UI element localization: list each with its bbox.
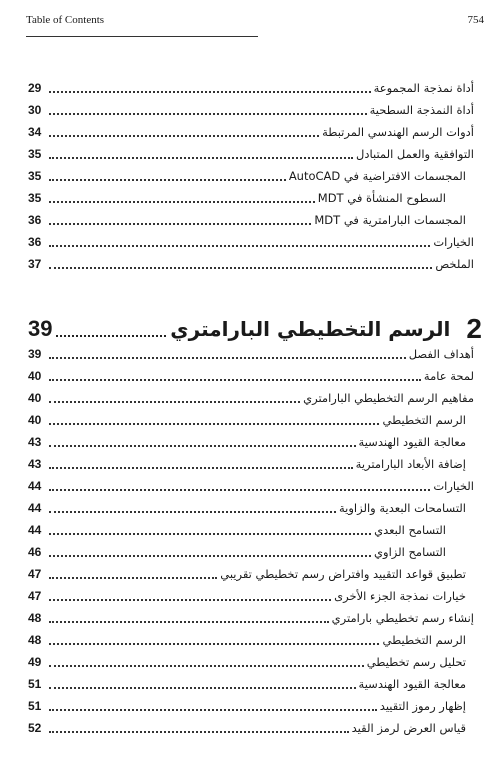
chapter-number: 2 xyxy=(466,313,482,344)
dot-leader xyxy=(49,378,421,381)
dot-leader xyxy=(49,112,367,115)
dot-leader xyxy=(49,134,319,137)
toc-entry-title: السطوح المنشأة في MDT xyxy=(317,191,446,205)
toc-entry-page: 44 xyxy=(28,523,42,537)
toc-entry[interactable] xyxy=(28,520,474,540)
toc-entry[interactable] xyxy=(28,344,474,364)
toc-entry-page: 47 xyxy=(28,567,42,581)
chapter-page: 39 xyxy=(28,316,53,341)
toc-entry-title: أهداف الفصل xyxy=(408,347,474,361)
toc-entry-page: 34 xyxy=(28,125,42,139)
toc-entry-page: 35 xyxy=(28,147,42,161)
toc-entry-page: 44 xyxy=(28,501,42,515)
toc-entry-title: لمحة عامة xyxy=(423,369,474,383)
toc-entry[interactable] xyxy=(28,410,474,430)
dot-leader xyxy=(49,356,406,359)
dot-leader xyxy=(49,200,315,203)
toc-entry-page: 35 xyxy=(28,169,42,183)
toc-entry[interactable] xyxy=(28,232,474,252)
toc-entry-page: 39 xyxy=(28,347,42,361)
dot-leader xyxy=(49,156,353,159)
dot-leader xyxy=(49,400,300,403)
toc-entry-title: المجسمات الافتراضية في AutoCAD xyxy=(288,169,466,183)
toc-entry[interactable] xyxy=(28,630,474,650)
dot-leader xyxy=(49,686,356,689)
toc-entry-title: أداة النمذجة السطحية xyxy=(369,103,474,117)
toc-entry[interactable] xyxy=(28,652,474,672)
toc-entry-title: التسامح الزاوي xyxy=(374,545,446,559)
toc-entry[interactable] xyxy=(28,166,474,186)
dot-leader xyxy=(49,266,432,269)
toc-entry[interactable] xyxy=(28,454,474,474)
toc-entry-title: معالجة القيود الهندسية xyxy=(358,677,466,691)
toc-entry-title: التسامح البعدي xyxy=(374,523,446,537)
dot-leader xyxy=(49,730,349,733)
toc-entry-page: 40 xyxy=(28,391,42,405)
dot-leader xyxy=(49,488,430,491)
toc-entry-title: تحليل رسم تخطيطي xyxy=(366,655,466,669)
dot-leader xyxy=(49,620,329,623)
dot-leader xyxy=(49,422,379,425)
toc-entry-title: أداة نمذجة المجموعة xyxy=(373,81,474,95)
toc-entry-page: 51 xyxy=(28,699,42,713)
toc-entry[interactable] xyxy=(28,674,474,694)
toc-entry-page: 29 xyxy=(28,81,42,95)
toc-entry-title: الخيارات xyxy=(433,235,474,249)
dot-leader xyxy=(49,90,371,93)
toc-entry[interactable] xyxy=(28,254,474,274)
chapter-heading[interactable] xyxy=(28,312,482,346)
dot-leader xyxy=(49,244,430,247)
toc-entry-page: 48 xyxy=(28,633,42,647)
toc-entry-title: المجسمات البارامترية في MDT xyxy=(314,213,466,227)
dot-leader xyxy=(56,334,166,337)
toc-entry-page: 52 xyxy=(28,721,42,735)
toc-entry[interactable] xyxy=(28,564,474,584)
toc-entry-title: إنشاء رسم تخطيطي بارامتري xyxy=(331,611,474,625)
toc-entry-title: معالجة القيود الهندسية xyxy=(358,435,466,449)
dot-leader xyxy=(49,576,217,579)
toc-entry[interactable] xyxy=(28,718,474,738)
toc-entry[interactable] xyxy=(28,542,474,562)
toc-entry-title: الخيارات xyxy=(433,479,474,493)
toc-entry[interactable] xyxy=(28,432,474,452)
toc-entry-title: إظهار رموز التقييد xyxy=(379,699,466,713)
page-number: 754 xyxy=(467,14,484,26)
toc-entry-page: 35 xyxy=(28,191,42,205)
toc-entry[interactable] xyxy=(28,144,474,164)
toc-entry-page: 44 xyxy=(28,479,42,493)
toc-entry-page: 40 xyxy=(28,413,42,427)
toc-entry[interactable] xyxy=(28,388,474,408)
toc-entry-page: 47 xyxy=(28,589,42,603)
dot-leader xyxy=(49,598,331,601)
toc-entry-page: 43 xyxy=(28,435,42,449)
dot-leader xyxy=(49,708,377,711)
toc-entry-title: إضافة الأبعاد البارامترية xyxy=(355,457,466,471)
toc-entry[interactable] xyxy=(28,476,474,496)
dot-leader xyxy=(49,178,286,181)
dot-leader xyxy=(49,554,371,557)
dot-leader xyxy=(49,444,356,447)
toc-entry-title: الملخص xyxy=(435,257,474,271)
dot-leader xyxy=(49,664,364,667)
toc-entry[interactable] xyxy=(28,366,474,386)
toc-entry[interactable] xyxy=(28,498,474,518)
toc-entry-title: تطبيق قواعد التقييد وافتراض رسم تخطيطي تقريبي xyxy=(220,567,466,581)
toc-entry-page: 48 xyxy=(28,611,42,625)
toc-entry-page: 30 xyxy=(28,103,42,117)
dot-leader xyxy=(49,222,311,225)
toc-entry-title: الرسم التخطيطي xyxy=(382,413,466,427)
dot-leader xyxy=(49,466,353,469)
toc-entry-page: 36 xyxy=(28,235,42,249)
toc-entry-page: 36 xyxy=(28,213,42,227)
toc-entry-title: قياس العرض لرمز القيد xyxy=(351,721,466,735)
toc-entry[interactable] xyxy=(28,122,474,142)
toc-entry-title: التوافقية والعمل المتبادل xyxy=(356,147,474,161)
toc-entry-page: 51 xyxy=(28,677,42,691)
chapter-title: الرسم التخطيطي البارامتري xyxy=(170,317,451,341)
toc-entry-page: 49 xyxy=(28,655,42,669)
toc-entry-page: 46 xyxy=(28,545,42,559)
toc-entry-page: 40 xyxy=(28,369,42,383)
toc-entry[interactable] xyxy=(28,188,474,208)
toc-entry-title: خيارات نمذجة الجزء الأخرى xyxy=(334,589,466,603)
dot-leader xyxy=(49,532,371,535)
toc-entry-title: الرسم التخطيطي xyxy=(382,633,466,647)
toc-entry[interactable] xyxy=(28,608,474,628)
toc-entry-title: أدوات الرسم الهندسي المرتبطة xyxy=(322,125,474,139)
toc-entry-title: التسامحات البعدية والزاوية xyxy=(339,501,466,515)
toc-entry[interactable] xyxy=(28,210,474,230)
running-header-title: Table of Contents xyxy=(26,14,105,26)
dot-leader xyxy=(49,510,336,513)
toc-entry[interactable] xyxy=(28,100,474,120)
toc-entry[interactable] xyxy=(28,586,474,606)
toc-entry-page: 43 xyxy=(28,457,42,471)
header-rule xyxy=(26,36,258,37)
toc-entry[interactable] xyxy=(28,78,474,98)
toc-entry-title: مفاهيم الرسم التخطيطي البارامتري xyxy=(303,391,474,405)
dot-leader xyxy=(49,642,379,645)
toc-entry[interactable] xyxy=(28,696,474,716)
toc-entry-page: 37 xyxy=(28,257,42,271)
